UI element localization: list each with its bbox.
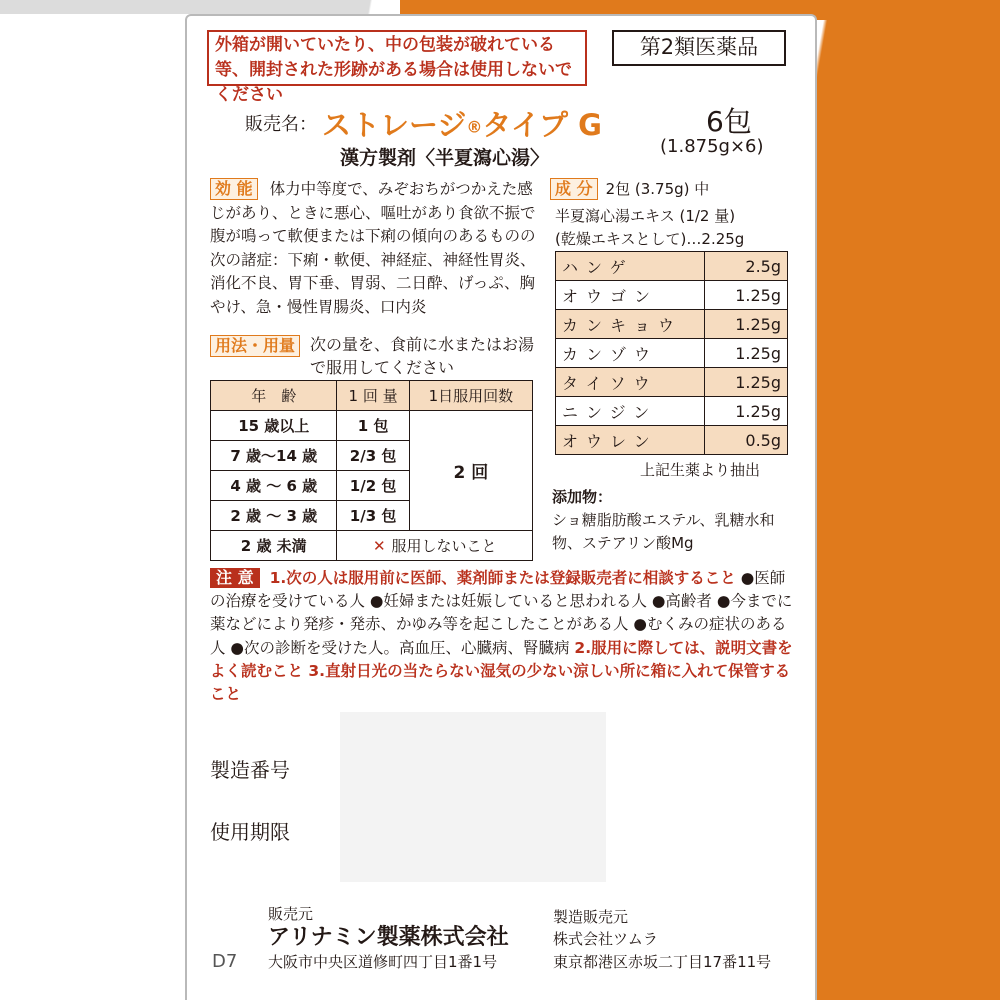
effect-text: 体力中等度で、みぞおちがつかえた感じがあり、ときに悪心、嘔吐があり食欲不振で腹が鳴って軟便または下痢の傾向のあるものの次の諸症：下痢・軟便、神経症、神経性胃炎、消化不良、胃下垂、胃弱、二日酔、げっぷ、胸やけ、急・慢性胃腸炎、口内炎: [210, 180, 536, 316]
dosage-age: 4 歳 〜 6 歳: [211, 471, 337, 501]
product-subtitle: 漢方製剤〈半夏瀉心湯〉: [340, 147, 550, 169]
manufacturer-name: 株式会社ツムラ: [553, 930, 658, 948]
caution-consult: 1.次の人は服用前に医師、薬剤師または登録販売者に相談すること: [269, 569, 736, 587]
herb-name: オウレン: [556, 426, 705, 455]
table-row: [211, 411, 533, 441]
composition-tag: 成 分: [550, 178, 598, 200]
caution-list: ●医師の治療を受けている人 ●妊婦または妊娠していると思われる人 ●高齢者 ●今までに薬などにより発疹・発赤、かゆみ等を起こしたことがある人 ●むくみの症状のある人 ●次の診断を受けた人。高血圧、心臓病、腎臓病: [210, 569, 793, 657]
table-row: [211, 531, 533, 561]
dosage-header-age: 年 齢: [211, 381, 337, 411]
effect-tag: 効 能: [210, 178, 258, 200]
manufacturer-address: 東京都港区赤坂二丁目17番11号: [553, 953, 772, 971]
lot-print-area: [340, 712, 606, 882]
additive-section: [552, 486, 797, 555]
composition-section: [550, 178, 795, 201]
package-code: D7: [212, 951, 238, 972]
brand-name-main: ストレージ: [322, 108, 467, 142]
composition-table: [555, 251, 788, 455]
usage-section: [210, 333, 540, 379]
herb-amount: 1.25g: [705, 281, 788, 310]
seller-address: 大阪市中央区道修町四丁目1番1号: [268, 953, 498, 971]
table-row: [556, 397, 788, 426]
drug-class-badge: 第2類医薬品: [612, 30, 786, 66]
caution-section: [210, 567, 795, 706]
table-row: [556, 252, 788, 281]
dosage-age: 7 歳〜14 歳: [211, 441, 337, 471]
caution-tag: 注 意: [210, 568, 260, 588]
cross-icon: ✕: [372, 537, 386, 555]
herb-name: ハンゲ: [556, 252, 705, 281]
additive-label: 添加物：: [552, 488, 613, 506]
dosage-table: [210, 380, 533, 561]
lot-number-label: 製造番号: [210, 758, 290, 782]
herb-amount: 2.5g: [705, 252, 788, 281]
expiry-label: 使用期限: [210, 820, 290, 844]
herb-name: カンキョウ: [556, 310, 705, 339]
dosage-amount: 1/3 包: [337, 501, 409, 531]
herb-amount: 1.25g: [705, 397, 788, 426]
brand-label: 販売名：: [245, 114, 317, 135]
dosage-amount: 1 包: [337, 411, 409, 441]
effect-section: [210, 178, 540, 319]
herb-amount: 1.25g: [705, 339, 788, 368]
herb-name: ニンジン: [556, 397, 705, 426]
brand-name-suffix: タイプ G: [482, 108, 602, 142]
extract-line-1: 半夏瀉心湯エキス (1/2 量): [555, 207, 736, 225]
dosage-age: 15 歳以上: [211, 411, 337, 441]
herb-amount: 1.25g: [705, 310, 788, 339]
opened-package-warning: 外箱が開いていたり、中の包装が破れている等、開封された形跡がある場合は使用しないでください: [207, 30, 587, 86]
dosage-amount: 2/3 包: [337, 441, 409, 471]
composition-head: 2包 (3.75g) 中: [605, 180, 710, 198]
grey-top-band: [0, 0, 400, 14]
dosage-amount: 1/2 包: [337, 471, 409, 501]
table-row: [556, 339, 788, 368]
composition-extract: [555, 205, 795, 251]
usage-text: 次の量を、食前に水またはお湯で服用してください: [310, 335, 535, 377]
dosage-not-allowed: [337, 531, 533, 561]
brand-name: [322, 103, 602, 144]
table-row: [556, 426, 788, 455]
caution-storage: 2.服用に際しては、説明文書をよく読むこと 3.直射日光の当たらない湿気の少ない涼しい所に箱に入れて保管すること: [210, 638, 793, 704]
herb-name: タイソウ: [556, 368, 705, 397]
herb-amount: 1.25g: [705, 368, 788, 397]
additive-text: ショ糖脂肪酸エステル、乳糖水和物、ステアリン酸Mg: [552, 511, 775, 552]
usage-tag: 用法・用量: [210, 335, 300, 357]
extract-line-2: (乾燥エキスとして)…2.25g: [555, 230, 745, 248]
dosage-header-dose: 1 回 量: [337, 381, 409, 411]
dosage-times: 2 回: [409, 411, 532, 531]
registered-mark: ®: [466, 117, 483, 137]
dosage-header-row: [211, 381, 533, 411]
dosage-not-allowed-text: 服用しないこと: [391, 537, 497, 555]
seller-role: 販売元: [268, 905, 314, 923]
dosage-age: 2 歳 〜 3 歳: [211, 501, 337, 531]
table-row: [556, 310, 788, 339]
seller-name: アリナミン製薬株式会社: [268, 925, 509, 950]
herb-name: カンゾウ: [556, 339, 705, 368]
manufacturer-role: 製造販売元: [553, 908, 629, 926]
composition-note: 上記生薬より抽出: [640, 461, 761, 479]
table-row: [556, 368, 788, 397]
pack-weight: (1.875g×6): [660, 136, 764, 157]
dosage-age: 2 歳 未満: [211, 531, 337, 561]
herb-name: オウゴン: [556, 281, 705, 310]
herb-amount: 0.5g: [705, 426, 788, 455]
pack-count: 6包: [706, 105, 752, 138]
table-row: [556, 281, 788, 310]
dosage-header-times: 1日服用回数: [409, 381, 532, 411]
